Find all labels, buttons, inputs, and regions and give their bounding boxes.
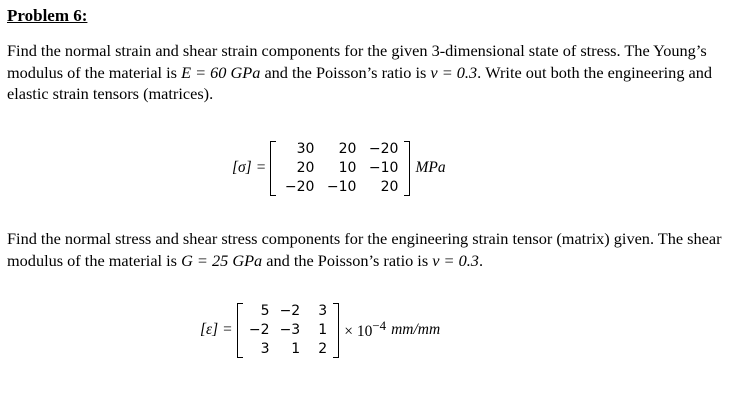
matrix-cell: 2 bbox=[318, 341, 328, 357]
matrix-row bbox=[244, 302, 332, 321]
equals-sign: = bbox=[223, 321, 232, 338]
stress-matrix bbox=[270, 140, 410, 197]
matrix-row bbox=[277, 178, 403, 197]
matrix-cell: −20 bbox=[368, 141, 399, 157]
problem-paragraph-stress bbox=[7, 228, 723, 271]
matrix-cell: 10 bbox=[338, 160, 357, 176]
shear-modulus-expression: G = 25 GPa bbox=[181, 250, 263, 270]
scale-exponent: −4 bbox=[372, 318, 387, 334]
poisson-ratio-expression: ν = 0.3 bbox=[430, 62, 478, 82]
matrix-cell: 1 bbox=[291, 341, 301, 357]
equals-sign: = bbox=[256, 159, 266, 176]
problem-heading: Problem 6: bbox=[7, 6, 88, 25]
matrix-cell: 3 bbox=[260, 341, 270, 357]
times-ten: × 10 bbox=[344, 323, 373, 341]
matrix-cell: −20 bbox=[284, 179, 315, 195]
poisson-ratio-expression: ν = 0.3 bbox=[432, 250, 479, 270]
matrix-cell: 3 bbox=[318, 303, 328, 319]
paragraph-text: Find the normal stress and shear stress components for the engineering strain tensor (matrix) given. The shear modulus of the material is bbox=[7, 229, 722, 270]
matrix-row bbox=[244, 321, 332, 340]
matrix-cell: 1 bbox=[318, 322, 328, 338]
matrix-row bbox=[277, 140, 403, 159]
problem-paragraph-strain bbox=[7, 40, 723, 105]
matrix-cell: −10 bbox=[368, 160, 399, 176]
paragraph-text: . Write out both the engineering and elastic strain tensors (matrices). bbox=[7, 62, 713, 103]
paragraph-text: Find the normal strain and shear strain components for the given 3-dimensional state of stress. The Young’s modulus of the material is bbox=[7, 41, 707, 82]
stress-tensor-symbol: [σ] bbox=[232, 159, 252, 176]
strain-tensor-equation bbox=[200, 300, 440, 360]
youngs-modulus-expression: E = 60 GPa bbox=[181, 62, 261, 82]
matrix-cell: 20 bbox=[296, 160, 315, 176]
matrix-cell: 20 bbox=[338, 141, 357, 157]
matrix-cell: −2 bbox=[248, 322, 270, 338]
matrix-cell: −10 bbox=[326, 179, 357, 195]
paragraph-text: . bbox=[478, 250, 484, 270]
strain-scale-factor bbox=[344, 318, 386, 341]
matrix-cell: 30 bbox=[296, 141, 315, 157]
matrix-cell: −3 bbox=[279, 322, 301, 338]
matrix-cell: 5 bbox=[260, 303, 270, 319]
matrix-row bbox=[244, 340, 332, 359]
strain-unit: mm/mm bbox=[391, 321, 441, 338]
paragraph-text: and the Poisson’s ratio is bbox=[260, 62, 431, 82]
matrix-cell: 20 bbox=[380, 179, 399, 195]
matrix-cell: −2 bbox=[279, 303, 301, 319]
paragraph-text: and the Poisson’s ratio is bbox=[262, 250, 433, 270]
stress-tensor-equation bbox=[232, 139, 446, 197]
matrix-row bbox=[277, 159, 403, 178]
stress-unit: MPa bbox=[415, 159, 446, 176]
strain-matrix bbox=[237, 302, 339, 359]
strain-tensor-symbol: [ε] bbox=[200, 321, 219, 338]
